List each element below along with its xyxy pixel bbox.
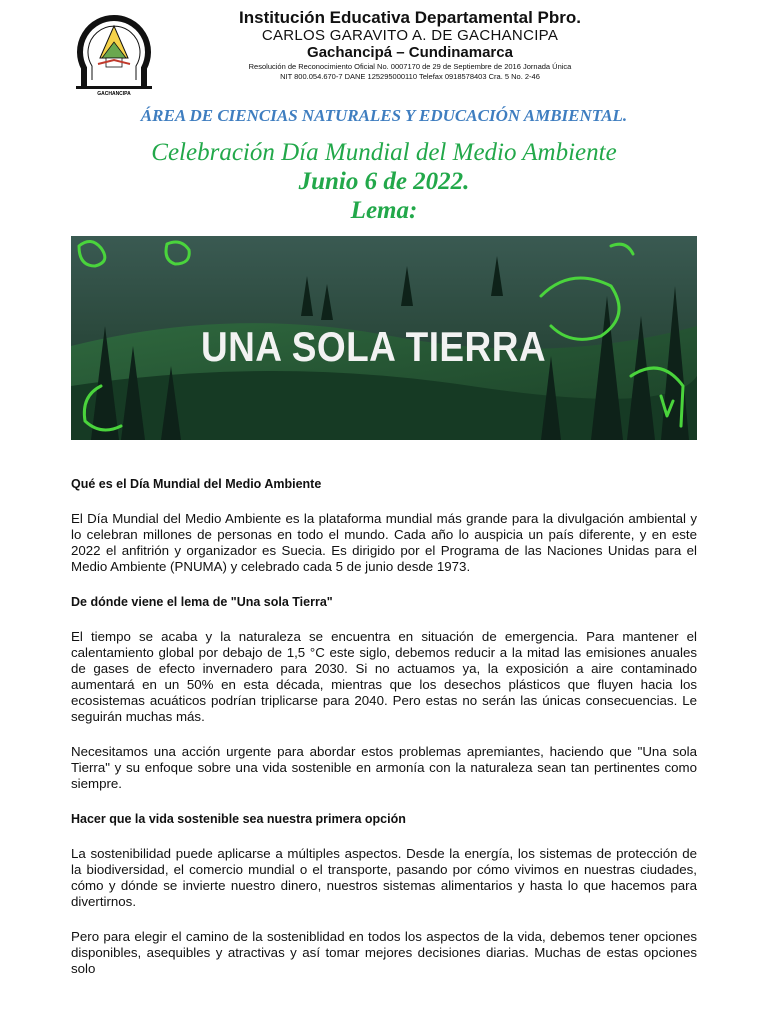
banner-title: UNA SOLA TIERRA (201, 323, 546, 370)
institution-location: Gachancipá – Cundinamarca (307, 44, 513, 61)
paragraph: La sostenibilidad puede aplicarse a múltiples aspectos. Desde la energía, los sistemas de protección de la biodiversidad, el comercio mundial o el transporte, pasando por cómo vivimos en nuestras ciudades, cómo y dónde se invierte nuestro dinero, nuestros sistemas alimentarios y hasta lo que hacemos para divertirnos. (71, 846, 697, 909)
paragraph: El tiempo se acaba y la naturaleza se encuentra en situación de emergencia. Para mantener el calentamiento global por debajo de 1,5 °C este siglo, debemos reducir a la mitad las emisiones anuales de gases de efecto invernadero para 2030. Si no actuamos ya, la exposición a aire contaminado aumentará en un 50% en esta década, mientras que los desechos plásticos que fluyen hacia los ecosistemas acuáticos podrían triplicarse para 2040. Pero estas no serán las únicas consecuencias. Le seguirán muchas más. (71, 629, 697, 724)
letterhead (170, 8, 650, 82)
institution-patron: CARLOS GARAVITO A. DE GACHANCIPA (261, 27, 559, 44)
area-heading: ÁREA DE CIENCIAS NATURALES Y EDUCACIÓN AMBIENTAL. (140, 106, 628, 125)
institution-name: Institución Educativa Departamental Pbro. (239, 8, 581, 27)
resolution-line: Resolución de Reconocimiento Oficial No. 0007170 de 29 de Septiembre de 2016 Jornada Única (248, 62, 572, 71)
paragraph: Pero para elegir el camino de la sosteniblidad en todos los aspectos de la vida, debemos tener opciones disponibles, asequibles y atractivas y así tomar mejores decisiones diarias. Muchas de estas opciones solo (71, 929, 697, 976)
title-date: Junio 6 de 2022. (298, 168, 470, 195)
paragraph: Necesitamos una acción urgente para abordar estos problemas apremiantes, haciendo que "Una sola Tierra" y su enfoque sobre una vida sostenible en armonía con la naturaleza sean tan pertinentes como siempre. (71, 744, 697, 791)
title-block (0, 138, 768, 225)
section-heading: Qué es el Día Mundial del Medio Ambiente (71, 477, 322, 491)
title-line-1: Celebración Día Mundial del Medio Ambiente (151, 139, 617, 166)
section-heading: Hacer que la vida sostenible sea nuestra primera opción (71, 812, 406, 826)
banner-image (71, 236, 697, 440)
section-heading: De dónde viene el lema de "Una sola Tierra" (71, 595, 333, 609)
paragraph: El Día Mundial del Medio Ambiente es la plataforma mundial más grande para la divulgación ambiental y lo celebran millones de personas en todo el mundo. Cada año lo auspicia un país diferente, y en este 2022 el anfitrión y organizador es Suecia. Es dirigido por el Programa de las Naciones Unidas para el Medio Ambiente (PNUMA) y celebrado cada 5 de junio desde 1973. (71, 511, 697, 574)
title-motto-label: Lema: (350, 197, 418, 224)
article-body (71, 476, 697, 977)
seal-label: GACHANCIPA (97, 91, 131, 96)
nit-line: NIT 800.054.670-7 DANE 125295000110 Telefax 0918578403 Cra. 5 No. 2-46 (280, 72, 540, 81)
school-seal-logo (70, 6, 158, 96)
